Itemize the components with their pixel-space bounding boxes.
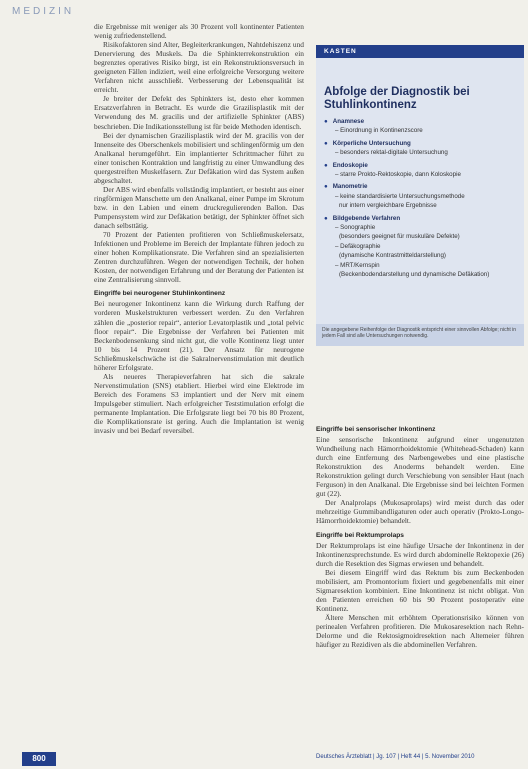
list-item-detail: – keine standardisierte Untersuchungsmethode [335, 192, 465, 200]
list-item-detail: (dynamische Kontrastmitteldarstellung) [339, 252, 446, 260]
paragraph: Der Rektumprolaps ist eine häufige Ursache der Inkontinenz in der Inkontinenzsprechstunde. Es wird durch abdominelle Rektopexie (26) durch die Resektion des Sigmas erwiesen und behandelt. [316, 540, 524, 568]
list-item-detail: – Sonographie [335, 224, 376, 232]
section-header: MEDIZIN [12, 6, 75, 17]
bullet-icon: ● [324, 139, 328, 147]
list-item-detail: – Einordnung in Kontinenzscore [335, 127, 423, 135]
paragraph: Als neueres Therapieverfahren hat sich die sakrale Nervenstimulation (SNS) etabliert. Hierbei wird eine Elektrode im Bereich des Foramens S3 implantiert und der Nerv mit einem Impulsgeber stimuliert. Nach erfolgreicher Teststimulation erfolgt die permanente Implantation. Die Erfolgsrate liegt bei 70 bis 80 Prozent, die Komplikationsrate ist gering. Auch die Implantation ist wenig invasiv und bei Bedarf reversibel. [94, 371, 304, 436]
section-heading: Eingriffe bei sensorischer Inkontinenz [316, 426, 436, 433]
list-item-detail: (Beckenbodendarstellung und dynamische Defäkation) [339, 271, 490, 279]
list-item-detail: nur intern vergleichbare Ergebnisse [339, 202, 437, 210]
list-item [324, 214, 520, 280]
section-heading: Eingriffe bei neurogener Stuhlinkontinenz [94, 290, 226, 298]
section-heading: Eingriffe bei Rektumprolaps [316, 531, 404, 539]
list-item-heading: Manometrie [332, 183, 368, 191]
box-title: Abfolge der Diagnostik bei Stuhlinkontinenz [324, 86, 470, 111]
bullet-icon: ● [324, 118, 328, 125]
list-item [324, 117, 520, 136]
paragraph: Bei der dynamischen Grazilisplastik wird der M. gracilis von der Innenseite des Oberschenkels mobilisiert und schlingenförmig um den Analkanal herumgeführt. Ein implantierter Schrittmacher führt zu einer tonischen Kontraktion und langfristig zu einer Umwandlung des quergestreiften Muskelfasern. Zur Defäkation wird das System außen abgeschaltet. [94, 130, 304, 185]
box-tag: KASTEN [316, 45, 524, 58]
list-item-detail: – Defäkographie [335, 242, 381, 250]
paragraph: Bei neurogener Inkontinenz kann die Wirkung durch Raffung der vorderen Muskelstrukturen verbessert werden. Zu den Verfahren zählen die „posterior repair“, anterior Levatorplastik und „total pelvic floor repair“. Die Ergebnisse der Verfahren bei Patienten mit Beckenbodensenkung sind nicht gut, die volle Kontinenz liegt unter 10 bis 14 Prozent (21). Der Ansatz für neurogene Schließmuskelschwäche ist die Sakralnervenstimulation mit deutlich höherer Erfolgsrate. [94, 299, 304, 372]
info-box [316, 45, 524, 346]
page-number: 800 [22, 752, 56, 766]
list-item-detail: (besonders geeignet für muskuläre Defekte) [339, 233, 460, 241]
list-item-detail: – MRT/Kernspin [335, 261, 380, 269]
paragraph: Der Analprolaps (Mukosaprolaps) wird meist durch das oder mehrzeitige Gummibandligaturen oder auch operativ (Prokto-Longo-Hämorrhoidektomie) behandelt. [316, 498, 524, 526]
bullet-icon: ● [324, 161, 328, 169]
paragraph: Je breiter der Defekt des Sphinkters ist, desto eher kommen Ersatzverfahren in Betracht. Es wurde die Grazilisplastik mit der Verwendung des M. gracilis und der artifizielle Sphinkter (ABS) beschrieben. Die Indikationsstellung ist für beide Methoden identisch. [94, 94, 304, 131]
paragraph: Der ABS wird ebenfalls vollständig implantiert, er besteht aus einer ringförmigen Manschette um den Analkanal, einer Pumpe im Skrotum bzw. in den Labien und einem druckregulierenden Ballon. Das Pumpensystem wird zur Defäkation betätigt, der Sphinkter öffnet sich danach selbsttätig. [94, 184, 304, 231]
left-text-column [94, 22, 304, 435]
paragraph: Bei diesem Eingriff wird das Rektum bis zum Beckenboden mobilisiert, am Promontorium fixiert und gegebenenfalls mit einer Sigmaresektion kombiniert. Eine Inkontinenz ist nicht obligat. Von den Patienten erreichen 60 bis 90 Prozent postoperativ eine Kontinenz. [316, 567, 524, 613]
list-item-heading: Anamnese [332, 118, 365, 125]
list-item-heading: Bildgebende Verfahren [332, 214, 401, 222]
list-item [324, 139, 520, 158]
list-item-heading: Endoskopie [332, 161, 368, 169]
journal-citation: Deutsches Ärzteblatt | Jg. 107 | Heft 44 | 5. November 2010 [316, 754, 475, 760]
box-footnote: Die angegebene Reihenfolge der Diagnostik entspricht einer sinnvollen Abfolge; nicht in jedem Fall sind alle Untersuchungen notwendig. [316, 324, 524, 346]
list-item [324, 182, 520, 210]
list-item-heading: Körperliche Untersuchung [332, 139, 411, 147]
paragraph: Eine sensorische Inkontinenz aufgrund einer ungenutzten Wundheilung nach Hämorrhoidektomie (Whitehead-Schaden) kann durch eine Entfernung des Narbengewebes und eine plastische Rekonstruktion des Anoderms behandelt werden. Eine Rekonstruktion gelingt durch Verschiebung von sensibler Haut (nach Ferguson) in den Analkanal. Die Ergebnisse sind bei leichten Formen gut (22). [316, 435, 524, 499]
bullet-icon: ● [324, 214, 328, 222]
list-item-detail: – besonders rektal-digitale Untersuchung [335, 149, 448, 157]
paragraph: Risikofaktoren sind Alter, Begleiterkrankungen, Nahtdehiszenz und Denervierung des Muskels. Da die Sphinkterrekonstruktion ein begrenztes operatives Risiko birgt, ist ein Rekonstruktionsversuch in geeigneten Fällen indiziert, weil eine erfolgreiche Versorgung weitere Verfahren nicht ausschließt. Verbesserung der Lebensqualität ist erreicht. [94, 40, 304, 95]
right-text-column [316, 420, 524, 649]
paragraph: 70 Prozent der Patienten profitieren von Schließmuskelersatz, Infektionen und Probleme im Bereich der Implantate führen jedoch zu einer hohen Komplikationsrate. Die Verfahren sind an spezialisierten Zentren durchzuführen. Wegen der notwendigen Technik, der hohen Kosten, der notwendigen Erfahrung und der Beratung der Patienten ist eine Zentralisierung sinnvoll. [94, 230, 304, 285]
box-list [324, 117, 520, 283]
paragraph: Ältere Menschen mit erhöhtem Operationsrisiko können von perinealen Verfahren profitieren. Die Mukosaresektion nach Rehn-Delorme und die Rektosigmoidresektion nach Altemeier führen häufiger zu Rezidiven als die abdominellen Verfahren. [316, 612, 524, 650]
list-item [324, 161, 520, 180]
list-item-detail: – starre Prokto-Rektoskopie, dann Koloskopie [335, 171, 461, 179]
paragraph: die Ergebnisse mit weniger als 30 Prozent voll kontinenter Patienten wenig zufriedenstellend. [94, 22, 304, 41]
bullet-icon: ● [324, 183, 328, 191]
